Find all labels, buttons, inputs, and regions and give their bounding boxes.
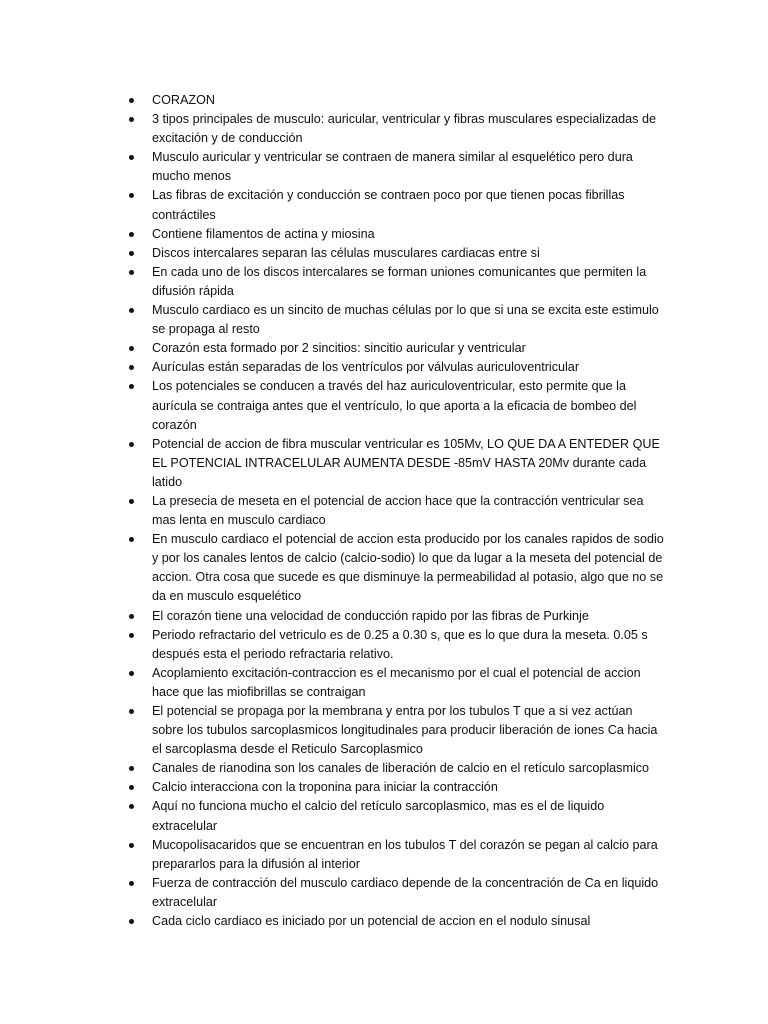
list-item-text: Calcio interacciona con la troponina para iniciar la contracción — [152, 780, 498, 795]
list-item-text: Canales de rianodina son los canales de liberación de calcio en el retículo sarcoplasmico — [152, 761, 650, 776]
bullet-list — [122, 91, 667, 931]
bullet-icon — [129, 270, 134, 275]
list-item — [122, 797, 667, 835]
list-item — [122, 244, 667, 263]
bullet-icon — [129, 384, 134, 389]
list-item-text: Corazón esta formado por 2 sincitios: sincitio auricular y ventricular — [152, 341, 526, 356]
list-item-text: Aurículas están separadas de los ventrículos por válvulas auriculoventricular — [152, 360, 580, 375]
bullet-icon — [129, 709, 134, 714]
list-item-text: Musculo auricular y ventricular se contraen de manera similar al esquelético pero dura mucho menos — [152, 150, 633, 184]
list-item-text: Mucopolisacaridos que se encuentran en los tubulos T del corazón se pegan al calcio para prepararlos para la difusión al interior — [152, 837, 658, 871]
bullet-icon — [129, 843, 134, 848]
list-item-text: Discos intercalares separan las células musculares cardiacas entre si — [152, 245, 540, 260]
list-item — [122, 664, 667, 702]
bullet-icon — [129, 232, 134, 237]
list-item — [122, 358, 667, 377]
list-item-text: Periodo refractario del vetriculo es de 0.25 a 0.30 s, que es lo que dura la meseta. 0.05 s después esta el periodo refractaria relativo. — [152, 627, 648, 661]
bullet-icon — [129, 499, 134, 504]
list-item — [122, 530, 667, 606]
list-item — [122, 912, 667, 931]
bullet-icon — [129, 919, 134, 924]
list-item — [122, 607, 667, 626]
bullet-icon — [129, 346, 134, 351]
list-item — [122, 836, 667, 874]
list-item — [122, 492, 667, 530]
bullet-icon — [129, 881, 134, 886]
list-item — [122, 110, 667, 148]
bullet-icon — [129, 804, 134, 809]
list-item — [122, 301, 667, 339]
list-item — [122, 778, 667, 797]
bullet-icon — [129, 671, 134, 676]
list-item — [122, 435, 667, 492]
list-item-text: Las fibras de excitación y conducción se contraen poco por que tienen pocas fibrillas contráctiles — [152, 188, 625, 222]
list-item-text: Aquí no funciona mucho el calcio del retículo sarcoplasmico, mas es el de liquido extracelular — [152, 799, 605, 833]
list-item-text: Cada ciclo cardiaco es iniciado por un potencial de accion en el nodulo sinusal — [152, 914, 591, 929]
list-item-text: Potencial de accion de fibra muscular ventricular es 105Mv, LO QUE DA A ENTEDER QUE EL POTENCIAL INTRACELULAR AUMENTA DESDE -85mV HASTA 20Mv durante cada latido — [152, 436, 660, 489]
list-item-text: Acoplamiento excitación-contraccion es el mecanismo por el cual el potencial de accion hace que las miofibrillas se contraigan — [152, 665, 641, 699]
list-item-text: 3 tipos principales de musculo: auricular, ventricular y fibras musculares especializadas de excitación y de conducción — [152, 112, 656, 146]
list-item — [122, 225, 667, 244]
bullet-icon — [129, 193, 134, 198]
list-item-text: En cada uno de los discos intercalares se forman uniones comunicantes que permiten la difusión rápida — [152, 264, 647, 298]
list-item — [122, 186, 667, 224]
list-item-text: CORAZON — [152, 93, 215, 107]
bullet-icon — [129, 308, 134, 313]
list-item-text: Los potenciales se conducen a través del haz auriculoventricular, esto permite que la aurícula se contraiga antes que el ventrículo, lo que aporta a la eficacia de bombeo del corazón — [152, 379, 637, 432]
bullet-icon — [129, 251, 134, 256]
bullet-icon — [129, 117, 134, 122]
list-item — [122, 626, 667, 664]
list-item-text: El corazón tiene una velocidad de conducción rapido por las fibras de Purkinje — [152, 608, 589, 623]
bullet-icon — [129, 537, 134, 542]
list-item-text: Contiene filamentos de actina y miosina — [152, 226, 375, 241]
bullet-icon — [129, 766, 134, 771]
list-item-text: Musculo cardiaco es un sincito de muchas células por lo que si una se excita este estimulo se propaga al resto — [152, 303, 659, 337]
bullet-icon — [129, 365, 134, 370]
list-item — [122, 377, 667, 434]
list-item — [122, 702, 667, 759]
list-item-text: La presecia de meseta en el potencial de accion hace que la contracción ventricular sea mas lenta en musculo cardiaco — [152, 493, 644, 528]
list-item — [122, 148, 667, 186]
list-item-text: Fuerza de contracción del musculo cardiaco depende de la concentración de Ca en liquido extracelular — [152, 875, 659, 909]
list-item — [122, 263, 667, 301]
bullet-icon — [129, 633, 134, 638]
list-item-text: El potencial se propaga por la membrana y entra por los tubulos T que a si vez actúan sobre los tubulos sarcoplasmicos longitudinales para producir liberación de iones Ca hacia el sarcoplasma desde el Reticulo Sarcoplasmico — [152, 704, 658, 757]
bullet-icon — [129, 614, 134, 619]
bullet-icon — [129, 785, 134, 790]
bullet-icon — [129, 155, 134, 160]
list-item — [122, 759, 667, 778]
bullet-icon — [129, 98, 134, 103]
list-item-text: En musculo cardiaco el potencial de accion esta producido por los canales rapidos de sodio y por los canales lentos de calcio (calcio-sodio) lo que da lugar a la meseta del potencial de accion. Otra cosa que sucede es que disminuye la permeabilidad al potasio, algo que no se da en musculo esquelético — [152, 532, 664, 604]
list-item — [122, 339, 667, 358]
list-item — [122, 874, 667, 912]
list-item — [122, 91, 667, 110]
bullet-icon — [129, 442, 134, 447]
